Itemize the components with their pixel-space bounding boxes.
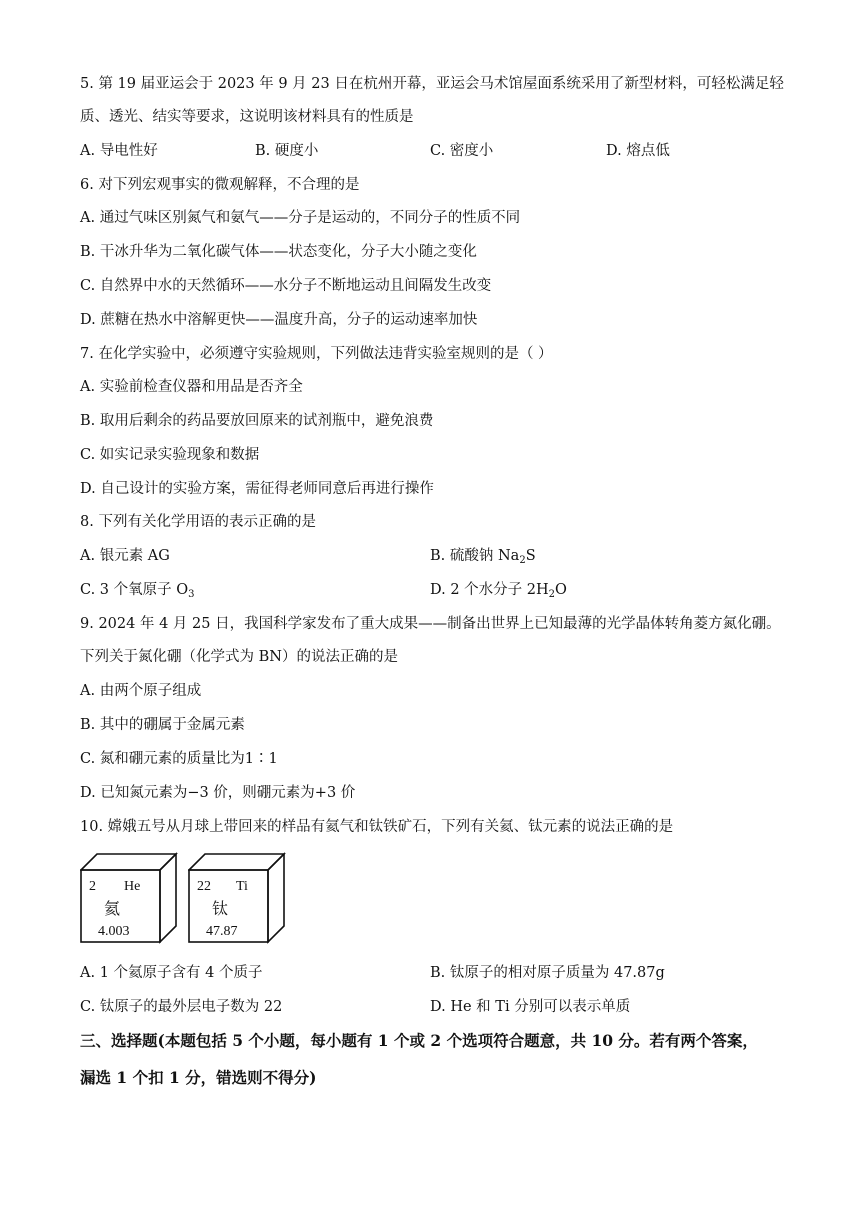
q8-option-b: B. 硫酸钠 $Na_2S$ [430,548,536,566]
q7-stem: 7. 在化学实验中，必须遵守实验规则，下列做法违背实验室规则的是（ ） [80,346,553,362]
titanium-name: 钛 [212,901,229,918]
q9-stem-line1: 9. 2024 年 4 月 25 日，我国科学家发布了重大成果——制备出世界上已知最薄的光学晶体转角菱方氮化硼。 [80,616,781,632]
q10-option-d: D. He 和 Ti 分别可以表示单质 [430,999,631,1015]
q10-option-b: B. 钛原子的相对原子质量为 47.87g [430,965,665,981]
section3-heading-line2: 漏选 1 个扣 1 分，错选则不得分) [80,1068,317,1087]
section3-heading-line1: 三、选择题(本题包括 5 个小题，每小题有 1 个或 2 个选项符合题意，共 10 分。若有两个答案， [80,1031,758,1050]
element-cell-helium [80,852,178,944]
q5-option-a: A. 导电性好 [80,143,158,159]
q6-option-c: C. 自然界中水的天然循环——水分子不断地运动且间隔发生改变 [80,278,492,294]
q8-option-a: A. 银元素 AG [80,548,170,564]
titanium-atomic-number: 22 [197,879,211,894]
q9-option-d: D. 已知氮元素为−3 价，则硼元素为+3 价 [80,785,356,801]
titanium-atomic-mass: 47.87 [206,924,238,939]
q9-stem-line2: 下列关于氮化硼（化学式为 BN）的说法正确的是 [80,649,398,665]
q8-stem: 8. 下列有关化学用语的表示正确的是 [80,514,316,530]
q5-stem-line1: 5. 第 19 届亚运会于 2023 年 9 月 23 日在杭州开幕，亚运会马术馆屋面系统采用了新型材料，可轻松满足轻 [80,76,784,92]
q5-option-d: D. 熔点低 [606,143,670,159]
q5-stem-line2: 质、透光、结实等要求，这说明该材料具有的性质是 [80,109,414,125]
titanium-symbol: Ti [236,879,248,894]
q5-option-b: B. 硬度小 [255,143,319,159]
q6-option-a: A. 通过气味区别氮气和氨气——分子是运动的，不同分子的性质不同 [80,210,521,226]
helium-symbol: He [124,879,141,894]
q7-option-a: A. 实验前检查仪器和用品是否齐全 [80,379,303,395]
helium-atomic-number: 2 [89,879,96,894]
element-cell-titanium [188,852,286,944]
q10-option-a: A. 1 个氦原子含有 4 个质子 [80,965,263,981]
q7-option-c: C. 如实记录实验现象和数据 [80,447,260,463]
q8-option-c: C. 3 个氧原子 $O_3$ [80,582,195,600]
q6-option-d: D. 蔗糖在热水中溶解更快——温度升高，分子的运动速率加快 [80,312,478,328]
q7-option-d: D. 自己设计的实验方案，需征得老师同意后再进行操作 [80,481,434,497]
q8-option-d: D. 2 个水分子 $2H_2O$ [430,582,567,600]
helium-atomic-mass: 4.003 [98,924,130,939]
q9-option-c: C. 氮和硼元素的质量比为1∶1 [80,751,278,767]
q9-option-b: B. 其中的硼属于金属元素 [80,717,245,733]
q7-option-b: B. 取用后剩余的药品要放回原来的试剂瓶中，避免浪费 [80,413,434,429]
q6-option-b: B. 干冰升华为二氧化碳气体——状态变化，分子大小随之变化 [80,244,477,260]
helium-name: 氦 [104,901,121,918]
q10-stem: 10. 嫦娥五号从月球上带回来的样品有氦气和钛铁矿石，下列有关氦、钛元素的说法正确的是 [80,819,674,835]
q5-option-c: C. 密度小 [430,143,494,159]
q6-stem: 6. 对下列宏观事实的微观解释，不合理的是 [80,177,360,193]
q9-option-a: A. 由两个原子组成 [80,683,202,699]
q10-option-c: C. 钛原子的最外层电子数为 22 [80,999,283,1015]
